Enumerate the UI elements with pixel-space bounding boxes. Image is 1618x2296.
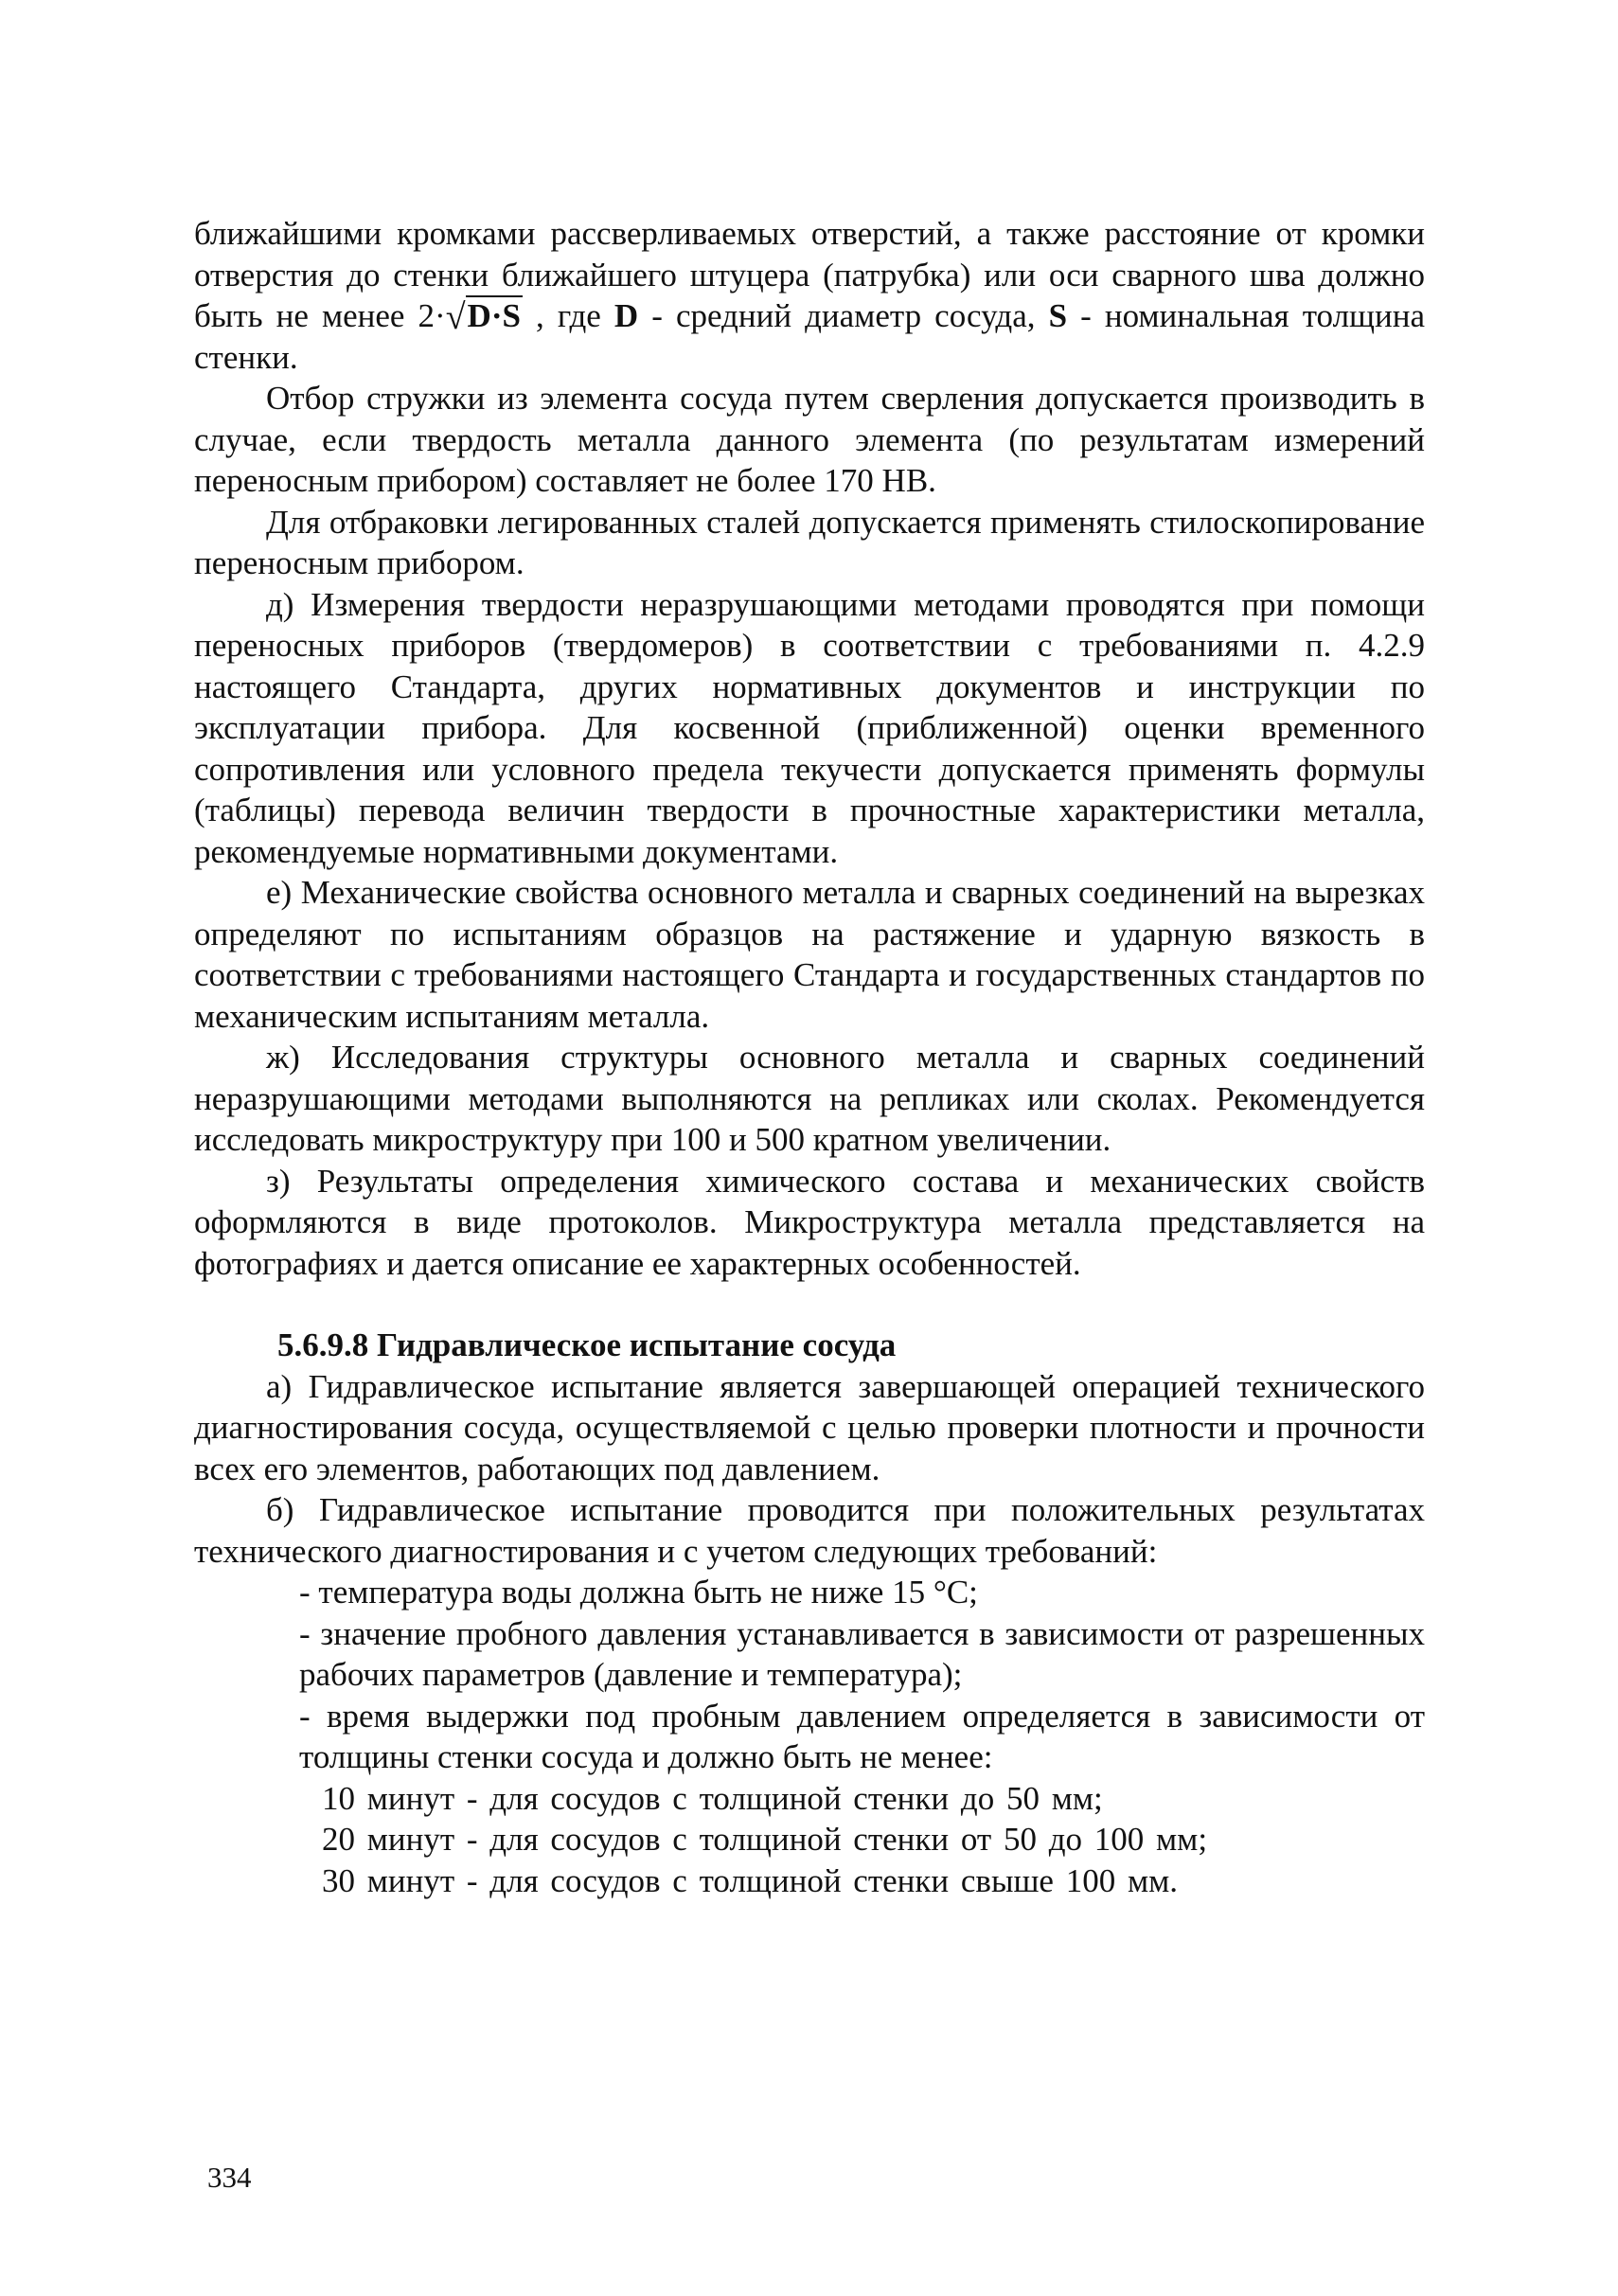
paragraph-chip-sampling: Отбор стружки из элемента сосуда путем сверления допускается производить в случае, если твердость металла данного элемента (по результатам измерений переносным прибором) составляет не более 170 НВ.	[194, 380, 1425, 499]
paragraph-text: ближайшими кромками рассверливаемых отверстий, а также расстояние от кромки отверстия до стенки ближайшего штуцера (патрубка) или оси сварного шва должно быть не менее 2·	[194, 215, 1425, 334]
paragraph-hydraulic-a: а) Гидравлическое испытание является завершающей операцией технического диагностирования сосуда, осуществляемой с целью проверки плотности и прочности всех его элементов, работающих под давлением.	[194, 1367, 1425, 1487]
paragraph-text: - номинальная толщина стенки.	[194, 297, 1426, 376]
document-page	[194, 213, 1425, 1901]
list-item: - время выдержки под пробным давлением определяется в зависимости от толщины стенки сосуда и должно быть не менее:	[299, 1697, 1425, 1775]
paragraph-mechanical-properties: е) Механические свойства основного металла и сварных соединений на вырезках определяют по испытаниям образцов на растяжение и ударную вязкость в соответствии с требованиями настоящего Стандарта и государственных стандартов по механическим испытаниям металла.	[194, 874, 1425, 1035]
list-item: 10 минут - для сосудов с толщиной стенки до 50 мм;	[322, 1779, 1103, 1817]
list-item: 20 минут - для сосудов с толщиной стенки от 50 до 100 мм;	[322, 1821, 1208, 1858]
paragraph-text: - средний диаметр сосуда,	[638, 297, 1049, 334]
paragraph-hardness: д) Измерения твердости неразрушающими методами проводятся при помощи переносных приборов (твердомеров) в соответствии с требованиями п. 4.2.9 настоящего Стандарта, других нормативных документов и инструкции по эксплуатации прибора. Для косвенной (приближенной) оценки временного сопротивления или условного предела текучести допускается применять формулы (таблицы) перевода величин твердости в прочностные характеристики металла, рекомендуемые нормативными документами.	[194, 585, 1425, 870]
paragraph-hydraulic-b: б) Гидравлическое испытание проводится при положительных результатах технического диагностирования и с учетом следующих требований:	[194, 1491, 1425, 1570]
list-item: - значение пробного давления устанавливается в зависимости от разрешенных рабочих параметров (давление и температура);	[299, 1614, 1425, 1693]
paragraph-styloscopy: Для отбраковки легированных сталей допускается применять стилоскопирование переносным прибором.	[194, 503, 1425, 581]
paragraph-structure: ж) Исследования структуры основного металла и сварных соединений неразрушающими методами выполняются на репликах или сколах. Рекомендуется исследовать микроструктуру при 100 и 500 кратном увеличении.	[194, 1039, 1425, 1158]
paragraph-drilling-distance	[194, 213, 1425, 378]
symbol-s: S	[1048, 297, 1068, 334]
list-item: - температура воды должна быть не ниже 15 °С;	[299, 1574, 978, 1611]
section-heading: 5.6.9.8 Гидравлическое испытание сосуда	[277, 1326, 897, 1363]
paragraph-results: з) Результаты определения химического состава и механических свойств оформляются в виде протоколов. Микроструктура металла представляется на фотографиях и дается описание ее характерных особенностей.	[194, 1162, 1425, 1282]
page-number: 334	[207, 2161, 252, 2194]
sqrt-icon: √	[445, 297, 466, 337]
symbol-d: D	[613, 297, 639, 334]
sqrt-formula	[445, 297, 523, 337]
formula-radicand: D·S	[467, 297, 521, 334]
duration-list	[194, 1778, 1425, 1902]
requirements-list	[194, 1572, 1425, 1778]
paragraph-text: , где	[522, 297, 614, 334]
list-item: 30 минут - для сосудов с толщиной стенки свыше 100 мм.	[322, 1861, 1178, 1899]
